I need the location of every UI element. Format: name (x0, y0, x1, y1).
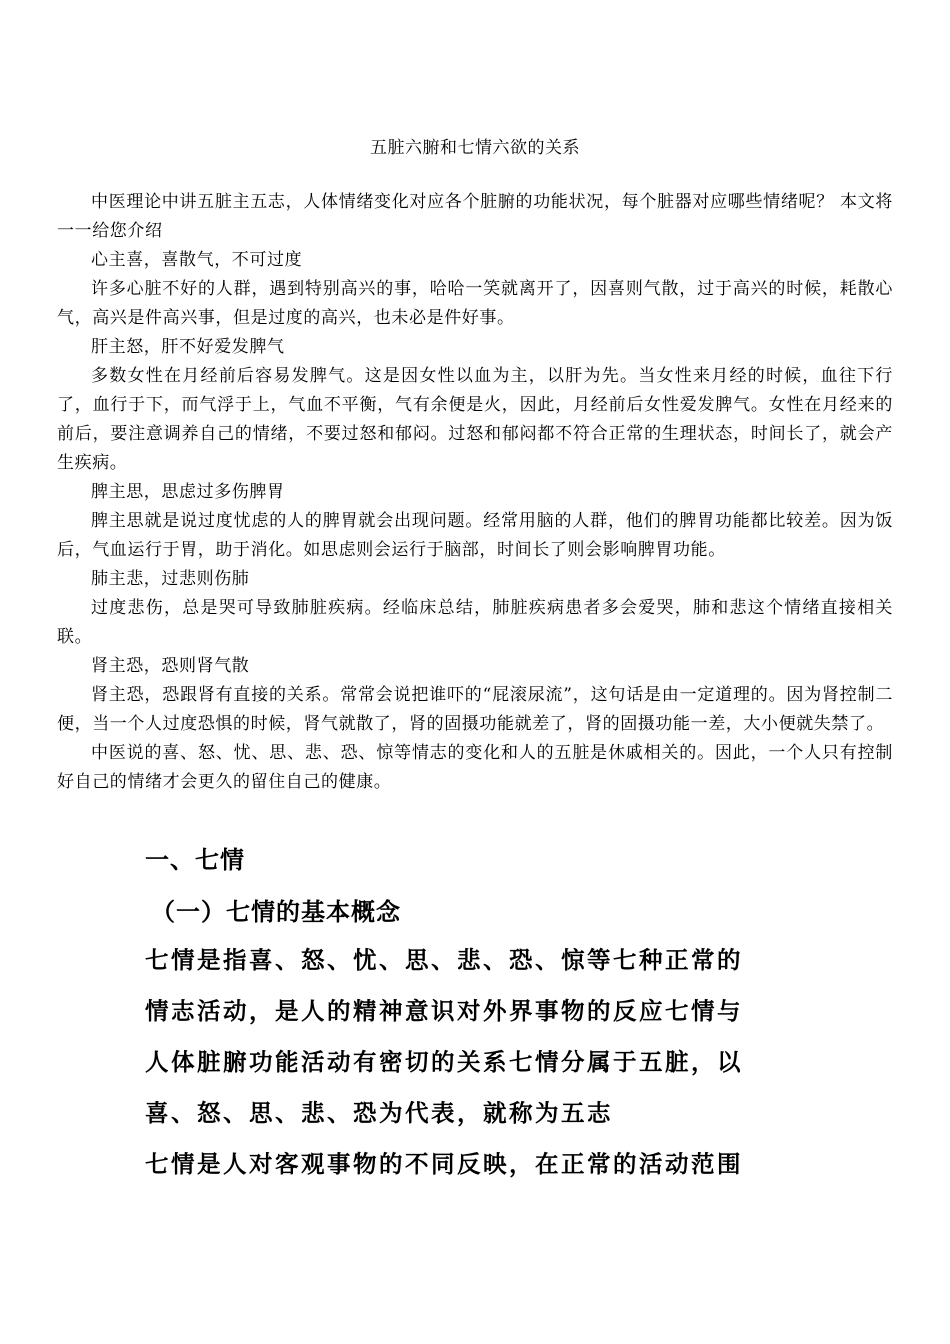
paragraph-intro: 中医理论中讲五脏主五志，人体情绪变化对应各个脏腑的功能状况，每个脏器对应哪些情绪呢？ 本文将一一给您介绍 (57, 192, 893, 241)
document-title: 五脏六腑和七情六欲的关系 (370, 138, 580, 158)
paragraph-conclusion: 中医说的喜、怒、忧、思、悲、恐、惊等情志的变化和人的五脏是休戚相关的。因此，一个人只有控制好自己的情绪才会更久的留住自己的健康。 (57, 743, 893, 792)
paragraph-spleen: 脾主思就是说过度忧虑的人的脾胃就会出现问题。经常用脑的人群，他们的脾胃功能都比较差。因为饭后，气血运行于胃，助于消化。如思虑则会运行于脑部，时间长了则会影响脾胃功能。 (57, 511, 893, 560)
subheading-lung: 肺主悲，过悲则伤肺 (91, 569, 250, 589)
subheading-kidney: 肾主恐，恐则肾气散 (91, 656, 250, 676)
subheading-heart: 心主喜，喜散气，不可过度 (91, 250, 303, 270)
section-text-line: 七情是人对客观事物的不同反映，在正常的活动范围 (145, 1150, 743, 1178)
paragraph-heart: 许多心脏不好的人群，遇到特别高兴的事，哈哈一笑就离开了，因喜则气散，过于高兴的时候，耗散心气，高兴是件高兴事，但是过度的高兴，也未必是件好事。 (57, 279, 893, 328)
section-text-line: 七情是指喜、怒、忧、思、悲、恐、惊等七种正常的 (145, 946, 743, 974)
section-subheading: （一）七情的基本概念 (151, 898, 401, 926)
subheading-liver: 肝主怒，肝不好爱发脾气 (91, 337, 285, 357)
paragraph-kidney: 肾主恐，恐跟肾有直接的关系。常常会说把谁吓的“屁滚尿流”，这句话是由一定道理的。因为肾控制二便，当一个人过度恐惧的时候，肾气就散了，肾的固摄功能就差了，肾的固摄功能一差，大小便就失禁了。 (57, 685, 893, 734)
document-body (57, 188, 893, 797)
section-heading: 一、七情 (145, 846, 245, 874)
subheading-spleen: 脾主思，思虑过多伤脾胃 (91, 482, 285, 502)
section-text-line: 喜、怒、思、悲、恐为代表，就称为五志 (145, 1099, 613, 1127)
seven-emotions-section (145, 842, 845, 1197)
section-text-line: 情志活动，是人的精神意识对外界事物的反应七情与 (145, 997, 743, 1025)
section-text-line: 人体脏腑功能活动有密切的关系七情分属于五脏，以 (145, 1048, 743, 1076)
paragraph-lung: 过度悲伤，总是哭可导致肺脏疾病。经临床总结，肺脏疾病患者多会爱哭，肺和悲这个情绪直接相关联。 (57, 598, 893, 647)
paragraph-liver: 多数女性在月经前后容易发脾气。这是因女性以血为主，以肝为先。当女性来月经的时候，血往下行了，血行于下，而气浮于上，气血不平衡，气有余便是火，因此，月经前后女性爱发脾气。女性在月经来的前后，要注意调养自己的情绪，不要过怒和郁闷。过怒和郁闷都不符合正常的生理状态，时间长了，就会产生疾病。 (57, 366, 893, 473)
